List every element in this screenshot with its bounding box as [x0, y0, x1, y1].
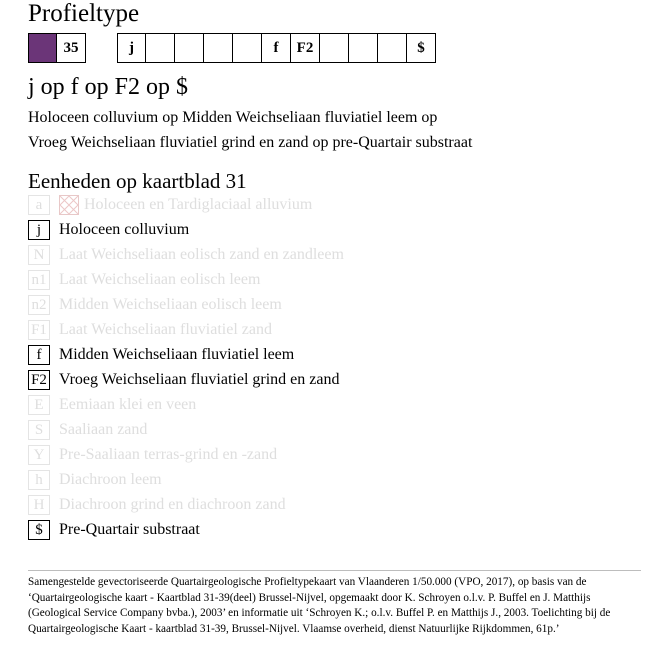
strip-cell: [349, 33, 378, 63]
source-footnote: Samengestelde gevectoriseerde Quartairgeologische Profieltypekaart van Vlaanderen 1/50.000 (VPO, 2017), op basis van de ‘Quartairgeologische kaart - Kaartblad 31-39(deel) Brussel-Nijvel, opgemaakt door K. Schroyen o.l.v. P. Buffel en J. Matthijs (Geological Service Company bvba.), 2003’ en informatie uit ‘Schroyen K.; o.l.v. Buffel P. en Matthijs J., 2003. Toelichting bij de Quartairgeologische Kaart - kaartblad 31-39, Brussel-Nijvel. Vlaamse overheid, dienst Natuurlijke Rijkdommen, 61p.’: [28, 576, 611, 635]
legend-label: Laat Weichseliaan fluviatiel zand: [59, 321, 272, 338]
profile-color-swatch: [28, 33, 57, 63]
legend-code: $: [28, 520, 50, 540]
profile-number-cell: 35: [57, 33, 86, 63]
legend-label: Diachroon leem: [59, 471, 162, 488]
strip-cell: [204, 33, 233, 63]
legend-code: n1: [28, 270, 50, 290]
strip-cell: j: [117, 33, 146, 63]
strip-cell: [233, 33, 262, 63]
legend-label: Laat Weichseliaan eolisch leem: [59, 271, 261, 288]
legend-code: F2: [28, 370, 50, 390]
legend-code: F1: [28, 320, 50, 340]
page-title: Profieltype: [28, 0, 140, 27]
legend-code: Y: [28, 445, 50, 465]
strip-cell: f: [262, 33, 291, 63]
legend-code: a: [28, 195, 50, 215]
legend-title: Eenheden op kaartblad 31: [28, 169, 247, 193]
legend-code: h: [28, 470, 50, 490]
legend-label: Diachroon grind en diachroon zand: [59, 496, 286, 513]
strip-cell: [146, 33, 175, 63]
legend-label: Pre-Quartair substraat: [59, 521, 200, 538]
legend-code: j: [28, 220, 50, 240]
legend-label: Holoceen en Tardiglaciaal alluvium: [84, 196, 313, 213]
description-line: Holoceen colluvium op Midden Weichseliaan fluviatiel leem op: [28, 109, 438, 126]
legend-code: S: [28, 420, 50, 440]
strip-cell: [378, 33, 407, 63]
legend-label: Laat Weichseliaan eolisch zand en zandleem: [59, 246, 344, 263]
strip-cell: [320, 33, 349, 63]
profile-description: [28, 106, 628, 155]
profile-code-strip: [28, 33, 436, 63]
legend-label: Midden Weichseliaan eolisch leem: [59, 296, 282, 313]
legend-code: f: [28, 345, 50, 365]
legend-code: E: [28, 395, 50, 415]
description-line: Vroeg Weichseliaan fluviatiel grind en zand op pre-Quartair substraat: [28, 133, 473, 151]
legend-label: Pre-Saaliaan terras-grind en -zand: [59, 446, 278, 463]
strip-cell: [175, 33, 204, 63]
legend-label: Vroeg Weichseliaan fluviatiel grind en zand: [59, 371, 340, 388]
legend-label: Midden Weichseliaan fluviatiel leem: [59, 346, 295, 363]
legend-label: Eemiaan klei en veen: [59, 396, 197, 413]
legend-code: n2: [28, 295, 50, 315]
strip-gap: [86, 33, 117, 63]
legend-code: H: [28, 495, 50, 515]
divider: [28, 570, 641, 571]
strip-cell: $: [407, 33, 436, 63]
legend-label: Holoceen colluvium: [59, 221, 190, 238]
legend-label: Saaliaan zand: [59, 421, 148, 438]
legend-code: N: [28, 245, 50, 265]
strip-cell: F2: [291, 33, 320, 63]
crosshatch-pattern-icon: [59, 195, 79, 215]
profile-code-line: j op f op F2 op $: [28, 74, 189, 100]
